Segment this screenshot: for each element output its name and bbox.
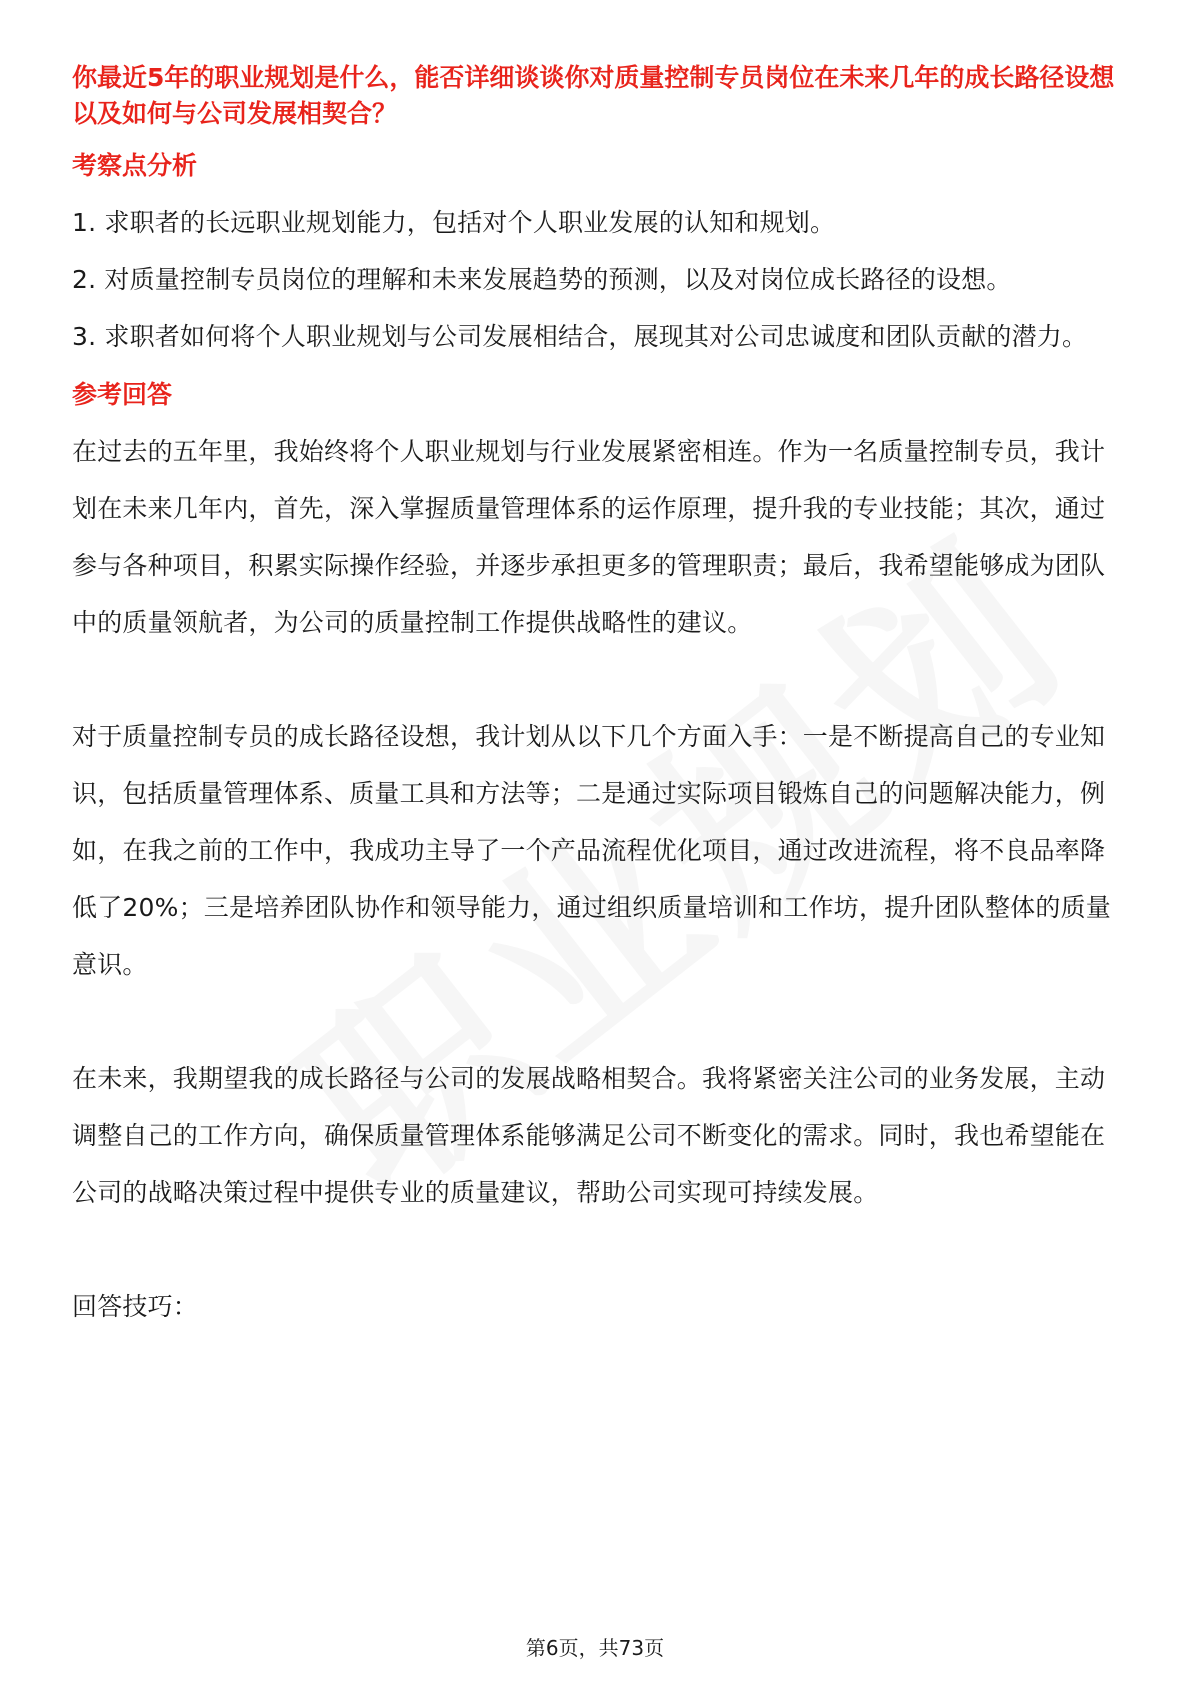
- question-heading: 你最近5年的职业规划是什么，能否详细谈谈你对质量控制专员岗位在未来几年的成长路径设想以及如何与公司发展相契合？: [72, 63, 1115, 128]
- analysis-point-3: 3. 求职者如何将个人职业规划与公司发展相结合，展现其对公司忠诚度和团队贡献的潜力。: [72, 322, 1088, 351]
- answer-paragraph-3: 在未来，我期望我的成长路径与公司的发展战略相契合。我将紧密关注公司的业务发展，主动调整自己的工作方向，确保质量管理体系能够满足公司不断变化的需求。同时，我也希望能在公司的战略决策过程中提供专业的质量建议，帮助公司实现可持续发展。: [72, 1064, 1106, 1207]
- answer-tips-label: 回答技巧：: [72, 1292, 199, 1321]
- page-content: [72, 60, 1118, 1335]
- page-number: 第6页，共73页: [525, 1636, 665, 1660]
- analysis-point-2: 2. 对质量控制专员岗位的理解和未来发展趋势的预测，以及对岗位成长路径的设想。: [72, 265, 1012, 294]
- answer-title: 参考回答: [72, 380, 173, 409]
- answer-paragraph-2: 对于质量控制专员的成长路径设想，我计划从以下几个方面入手：一是不断提高自己的专业知识，包括质量管理体系、质量工具和方法等；二是通过实际项目锻炼自己的问题解决能力，例如，在我之前的工作中，我成功主导了一个产品流程优化项目，通过改进流程，将不良品率降低了20%；三是培养团队协作和领导能力，通过组织质量培训和工作坊，提升团队整体的质量意识。: [72, 722, 1111, 979]
- paragraph-gap: [72, 651, 1118, 708]
- answer-paragraph-1: 在过去的五年里，我始终将个人职业规划与行业发展紧密相连。作为一名质量控制专员，我计划在未来几年内，首先，深入掌握质量管理体系的运作原理，提升我的专业技能；其次，通过参与各种项目，积累实际操作经验，并逐步承担更多的管理职责；最后，我希望能够成为团队中的质量领航者，为公司的质量控制工作提供战略性的建议。: [72, 437, 1106, 637]
- paragraph-gap: [72, 993, 1118, 1050]
- analysis-point-1: 1. 求职者的长远职业规划能力，包括对个人职业发展的认知和规划。: [72, 208, 836, 237]
- analysis-title: 考察点分析: [72, 151, 198, 180]
- paragraph-gap: [72, 1221, 1118, 1278]
